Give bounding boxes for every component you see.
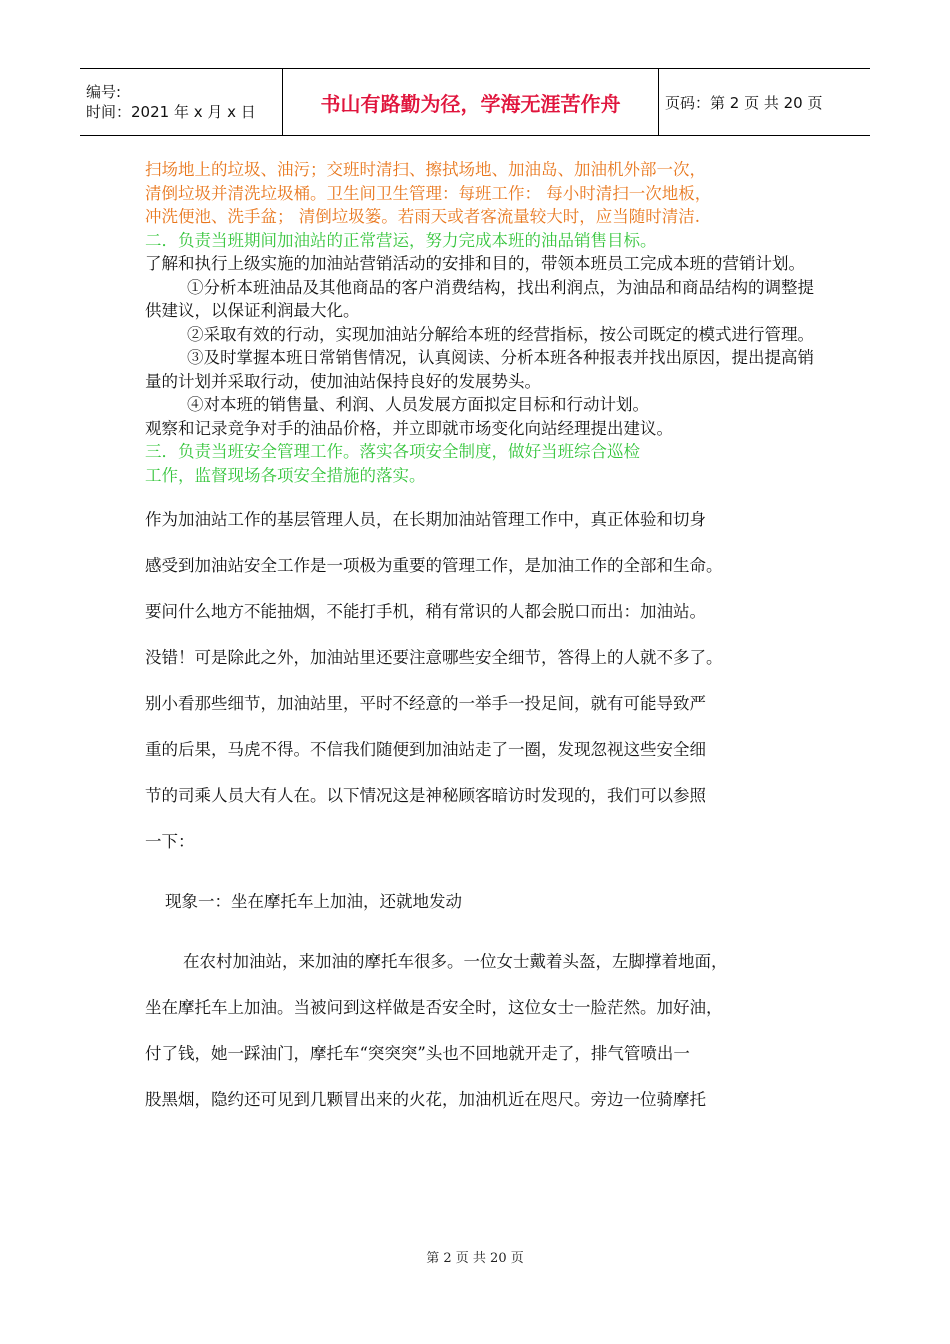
paragraph-line: 别小看那些细节，加油站里，平时不经意的一举手一投足间，就有可能导致严 bbox=[145, 694, 706, 713]
section-2-intro: 了解和执行上级实施的加油站营销活动的安排和目的，带领本班员工完成本班的营销计划。 bbox=[145, 254, 805, 273]
motto-text: 书山有路勤为径，学海无涯苦作舟 bbox=[320, 91, 621, 116]
paragraph-line: 没错！可是除此之外，加油站里还要注意哪些安全细节，答得上的人就不多了。 bbox=[145, 648, 723, 667]
header-meta bbox=[80, 69, 283, 135]
section-2-outro: 观察和记录竞争对手的油品价格，并立即就市场变化向站经理提出建议。 bbox=[145, 418, 673, 438]
story-line: 在农村加油站，来加油的摩托车很多。一位女士戴着头盔，左脚撑着地面， bbox=[183, 952, 728, 971]
header-motto bbox=[283, 69, 659, 135]
story-line: 股黑烟，隐约还可见到几颗冒出来的火花，加油机近在咫尺。旁边一位骑摩托 bbox=[145, 1090, 706, 1109]
page-info-text: 页码：第 2 页 共 20 页 bbox=[665, 93, 823, 112]
footer-page-number: 第 2 页 共 20 页 bbox=[426, 1251, 524, 1266]
page-footer bbox=[0, 1247, 950, 1266]
paragraph-line: 感受到加油站安全工作是一项极为重要的管理工作，是加油工作的全部和生命。 bbox=[145, 556, 723, 575]
header-page-info bbox=[659, 69, 870, 135]
phenomenon-title: 现象一：坐在摩托车上加油，还就地发动 bbox=[165, 892, 462, 911]
section-2-item-4: ④对本班的销售量、利润、人员发展方面拟定目标和行动计划。 bbox=[187, 395, 649, 414]
story-line: 坐在摩托车上加油。当被问到这样做是否安全时，这位女士一脸茫然。加好油， bbox=[145, 998, 723, 1017]
section-3-title-line-2: 工作，监督现场各项安全措施的落实。 bbox=[145, 465, 426, 485]
story-line: 付了钱，她一踩油门，摩托车“突突突”头也不回地就开走了，排气管喷出一 bbox=[145, 1044, 690, 1063]
doc-time-label: 时间：2021 年 x 月 x 日 bbox=[86, 103, 256, 121]
doc-number-label: 编号: bbox=[86, 83, 122, 101]
paragraph-line: 作为加油站工作的基层管理人员，在长期加油站管理工作中，真正体验和切身 bbox=[145, 510, 706, 529]
section-2-title: 二．负责当班期间加油站的正常营运，努力完成本班的油品销售目标。 bbox=[145, 230, 657, 250]
paragraph-line: 节的司乘人员大有人在。以下情况这是神秘顾客暗访时发现的，我们可以参照 bbox=[145, 786, 706, 805]
orange-line: 扫场地上的垃圾、油污；交班时清扫、擦拭场地、加油岛、加油机外部一次， bbox=[145, 160, 706, 179]
orange-line: 清倒垃圾并清洗垃圾桶。卫生间卫生管理：每班工作： 每小时清扫一次地板， bbox=[145, 183, 712, 203]
page-header bbox=[80, 68, 870, 136]
paragraph-line: 要问什么地方不能抽烟，不能打手机，稍有常识的人都会脱口而出：加油站。 bbox=[145, 602, 706, 621]
document-body bbox=[145, 158, 825, 1123]
section-2-item-3: ③及时掌握本班日常销售情况，认真阅读、分析本班各种报表并找出原因，提出提高销量的计划并采取行动，使加油站保持良好的发展势头。 bbox=[145, 348, 814, 391]
section-2-item-2: ②采取有效的行动，实现加油站分解给本班的经营指标，按公司既定的模式进行管理。 bbox=[187, 324, 814, 344]
paragraph-line: 一下： bbox=[145, 832, 195, 851]
section-2-item-1: ①分析本班油品及其他商品的客户消费结构，找出利润点，为油品和商品结构的调整提供建议，以保证利润最大化。 bbox=[145, 277, 814, 320]
spacer bbox=[145, 487, 825, 497]
section-3-title-line-1: 三．负责当班安全管理工作。落实各项安全制度，做好当班综合巡检 bbox=[145, 442, 640, 461]
paragraph-line: 重的后果，马虎不得。不信我们随便到加油站走了一圈，发现忽视这些安全细 bbox=[145, 740, 706, 759]
orange-line: 冲洗便池、洗手盆； 清倒垃圾篓。若雨天或者客流量较大时，应当随时清洁. bbox=[145, 207, 700, 226]
